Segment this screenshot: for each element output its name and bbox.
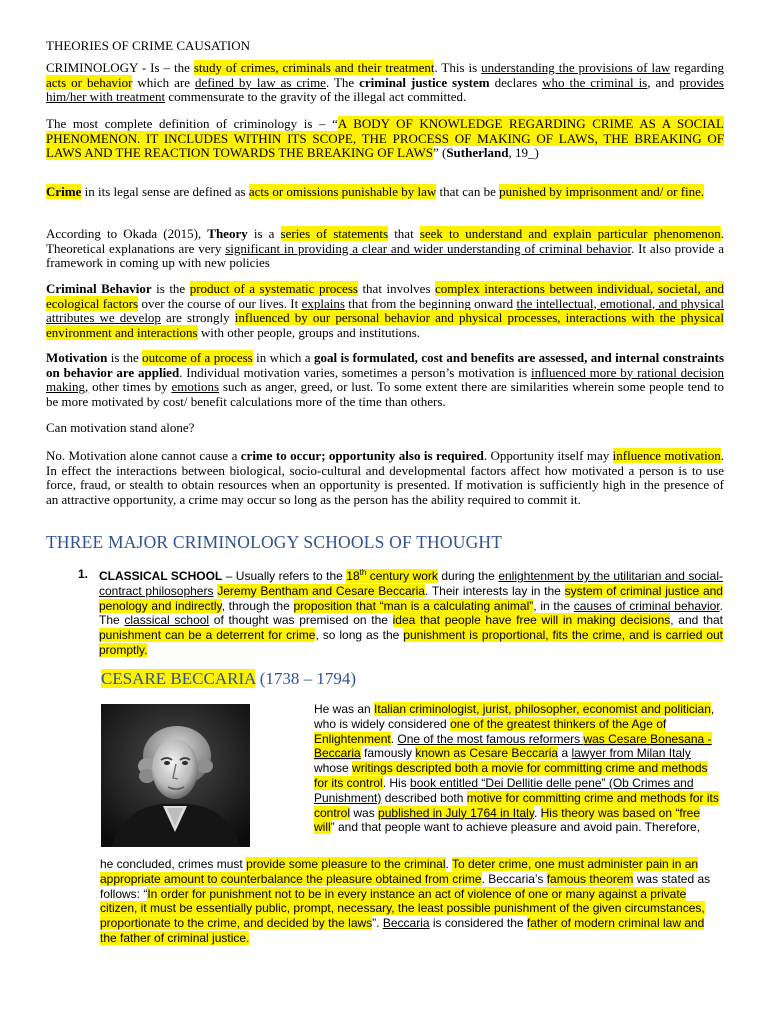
theory-paragraph xyxy=(46,227,724,271)
text-run: declares xyxy=(489,74,543,90)
underline: book entitled “Dei Dellitie delle pene” (Ob Crimes and Punishment) xyxy=(314,775,694,805)
text-run: that from the beginning onward xyxy=(344,295,517,311)
text-run: that xyxy=(388,226,420,241)
text-run: According to Okada (2015), xyxy=(46,226,208,241)
crime-paragraph xyxy=(46,185,724,200)
beccaria-bio xyxy=(314,702,722,835)
text-run: that involves xyxy=(357,281,436,296)
text-run: was stated as follows: “ xyxy=(100,871,711,901)
text-run: he concluded, crimes must xyxy=(100,857,247,871)
text-run: . His xyxy=(382,775,411,790)
bold: Criminal Behavior xyxy=(46,281,152,296)
underline: lawyer from Milan Italy xyxy=(571,746,691,761)
highlight: In order for punishment not to be in every instance an act of violence of one or many against a private citizen, it must be essentially public, prompt, necessary, the least possible punishment of the given circumstances, proportionate to the crime, and decided by the laws xyxy=(100,886,705,931)
answer-paragraph xyxy=(46,449,724,507)
text-run: is the xyxy=(151,281,190,296)
bold: crime to occur; opportunity also is required xyxy=(240,448,484,463)
text-run: . In effect the interactions between biological, socio-cultural and developmental factors affect how motivated a person is to use force, fraud, or stealth to obtain resources when an opportunity is presented. If motivation is sufficiently high in the presence of an attractive opportunity, a crime may occur so long as the person has the ability required to commit it. xyxy=(46,448,724,507)
text-run: , and that xyxy=(670,613,724,628)
superscript: th xyxy=(359,568,367,577)
highlight: famous theorem xyxy=(546,871,634,886)
criminal-behavior-paragraph xyxy=(46,282,724,340)
text-run: over the course of our lives. It xyxy=(138,295,302,311)
text-run: – Usually refers to the xyxy=(222,569,347,583)
highlight: idea that people have free will in making decisions xyxy=(392,613,671,628)
highlight: known as Cesare Beccaria xyxy=(415,746,559,761)
text-run: , who is widely considered xyxy=(314,702,715,731)
text-run: , in the xyxy=(533,598,574,613)
underline: Beccaria xyxy=(382,916,430,931)
highlight: Italian criminologist, jurist, philosopher, economist and politician xyxy=(374,702,711,716)
text-run: ” and that people want to achieve pleasure and avoid pain. Therefore, xyxy=(330,820,701,835)
text-run: famously xyxy=(360,746,416,761)
text-run: century work xyxy=(366,569,438,583)
highlight: series of statements xyxy=(280,226,389,241)
highlight: product of a systematic process xyxy=(189,281,358,296)
highlight: influenced by our personal behavior and physical processes, interactions with the physical environment and interactions xyxy=(46,310,724,340)
highlight xyxy=(378,806,534,820)
underline: influenced more by rational decision making, xyxy=(46,364,724,394)
highlight: His theory was based on “free will xyxy=(314,805,701,835)
text-run: ” ( xyxy=(432,145,447,160)
classical-school-item xyxy=(99,566,723,658)
text-run: described both xyxy=(381,790,467,805)
text-run: ”. xyxy=(372,916,383,931)
text-run: (1738 – 1794) xyxy=(255,669,357,688)
bold: criminal justice system xyxy=(359,74,490,90)
text-run: . The xyxy=(325,74,360,90)
text-run: commensurate to the gravity of the illegal act committed. xyxy=(165,89,467,104)
underline: classical school xyxy=(124,613,210,628)
underline: provides him/her with treatment xyxy=(46,74,724,104)
beccaria-bio-continued xyxy=(100,857,724,946)
underline: One of the most famous reformers xyxy=(397,731,584,746)
underline: causes of criminal behavior xyxy=(573,598,720,613)
underline: emotions xyxy=(171,379,220,394)
highlight: complex interactions between individual, societal, and ecological factors xyxy=(46,281,724,311)
text-run: . This is xyxy=(434,60,482,75)
highlight: motive for committing crime and methods for its control xyxy=(314,790,719,820)
text-run: , through the xyxy=(221,598,294,613)
highlight: punishment can be a deterrent for crime xyxy=(99,628,316,643)
text-run: , so long as the xyxy=(315,628,404,643)
text-run: in its legal sense are defined as xyxy=(81,184,249,199)
schools-heading: THREE MAJOR CRIMINOLOGY SCHOOLS OF THOUGHT xyxy=(46,532,503,552)
text-run: a xyxy=(558,746,572,761)
text-run: He was an xyxy=(314,702,375,716)
text-run: during the xyxy=(437,569,499,583)
portrait-image xyxy=(101,704,250,847)
beccaria-portrait xyxy=(101,704,250,847)
highlight: To deter crime, one must administer pain in an appropriate amount to counterbalance the pleasure obtained from crime xyxy=(100,857,699,886)
bold: Motivation xyxy=(46,350,108,365)
text-run: . The xyxy=(99,598,724,628)
text-run: in which a xyxy=(252,350,314,365)
bold: Theory xyxy=(207,226,248,241)
underline: explains xyxy=(301,295,345,311)
text-run: 18 xyxy=(346,569,360,583)
highlight: system of criminal justice and penology and indirectly xyxy=(99,583,723,613)
highlight: one of the greatest thinkers of the Age of Enlightenment xyxy=(314,716,667,746)
text-run: . Individual motivation varies, sometimes a person’s motivation is xyxy=(179,364,531,380)
text-run: such as anger, greed, or lust. To some extent there are similarities wherein some people tend to be more motivated by cost/ benefit calculations more of the time than others. xyxy=(46,379,724,409)
highlight: outcome of a process xyxy=(142,350,253,365)
text-run: is considered the xyxy=(429,916,527,931)
bold: CLASSICAL SCHOOL xyxy=(99,569,223,583)
text-run: is the xyxy=(107,350,143,365)
bold: goal is formulated, cost and benefits are assessed, and internal constraints on behavior are applied xyxy=(46,350,725,380)
highlight: A BODY OF KNOWLEDGE REGARDING CRIME AS A SOCIAL PHENOMENON. IT INCLUDES WITHIN ITS SCOPE, THE PROCESS OF MAKING OF LAWS, THE BREAKING OF LAWS AND THE REACTION TOWARDS THE BREAKING OF LAWS xyxy=(46,116,724,160)
text-run: . xyxy=(390,731,398,746)
text-run: was xyxy=(350,805,379,820)
beccaria-heading xyxy=(101,669,356,689)
underline: enlightenment by the utilitarian and social-contract philosophers xyxy=(99,569,724,598)
text-run: , 19_) xyxy=(508,145,539,160)
text-run: regarding xyxy=(670,60,724,75)
text-run: that can be xyxy=(436,184,500,199)
highlight: punishment is proportional, fits the crime, and is carried out promptly. xyxy=(99,628,723,657)
text-run: with other people, groups and institutions. xyxy=(197,324,421,340)
text-run: of thought was premised on the xyxy=(209,613,393,628)
text-run: , and xyxy=(647,74,680,90)
highlight: influence motivation xyxy=(612,448,721,463)
underline: significant in providing a clear and wider understanding of criminal behavior xyxy=(225,240,632,256)
underline: understanding the provisions of law xyxy=(481,60,671,75)
page-title: THEORIES OF CRIME CAUSATION xyxy=(46,38,251,53)
highlight xyxy=(346,569,438,583)
highlight: proposition that “man is a calculating animal” xyxy=(293,598,534,613)
text-run: . xyxy=(533,805,541,820)
text-run: . Beccaria’s xyxy=(481,871,547,886)
text-run: . xyxy=(445,857,452,871)
text-run: . Theoretical explanations are very xyxy=(46,226,724,256)
text-run: which are xyxy=(132,74,195,90)
criminology-paragraph xyxy=(46,61,724,105)
list-number: 1. xyxy=(78,567,89,581)
text-run: whose xyxy=(314,761,353,776)
underline: published in July 1764 in Italy xyxy=(378,805,534,820)
text-run: . It also provide a framework in coming up with new policies xyxy=(46,240,724,270)
highlight: study of crimes, criminals and their treatment xyxy=(193,60,435,75)
highlight-bold: Crime xyxy=(46,184,82,199)
highlight: provide some pleasure to the criminal xyxy=(246,857,446,871)
highlight: acts or behavior xyxy=(46,74,133,90)
text-run: . Their interests lay in the xyxy=(424,583,565,598)
highlight: Jeremy Bentham and Cesare Beccaria xyxy=(217,583,425,598)
text-run: other times by xyxy=(88,379,172,394)
definition-paragraph xyxy=(46,117,724,161)
highlight: acts or omissions punishable by law xyxy=(248,184,437,199)
text-run: No. Motivation alone cannot cause a xyxy=(46,448,241,463)
text-run: The most complete definition of criminology is – “ xyxy=(46,116,338,131)
highlight: seek to understand and explain particular phenomenon xyxy=(419,226,721,241)
question-line: Can motivation stand alone? xyxy=(46,420,195,435)
underline: the intellectual, emotional, and physical attributes we develop xyxy=(46,295,725,325)
motivation-paragraph xyxy=(46,351,724,409)
highlight: punished by imprisonment and/ or fine. xyxy=(499,184,705,199)
text-run: . Opportunity itself may xyxy=(483,448,613,463)
underline: who the criminal is xyxy=(542,74,648,90)
underline: was Cesare Bonesana - Beccaria xyxy=(314,731,712,761)
highlight: CESARE BECCARIA xyxy=(101,669,256,688)
highlight: writings descripted both a movie for committing crime and methods for its control xyxy=(314,761,708,790)
text-run: are strongly xyxy=(160,310,235,325)
text-run: CRIMINOLOGY - Is – the xyxy=(46,60,194,75)
highlight: father of modern criminal law and the father of criminal justice. xyxy=(100,916,705,945)
bold: Sutherland xyxy=(446,145,509,160)
underline: defined by law as crime xyxy=(194,74,326,90)
text-run: is a xyxy=(247,226,281,241)
